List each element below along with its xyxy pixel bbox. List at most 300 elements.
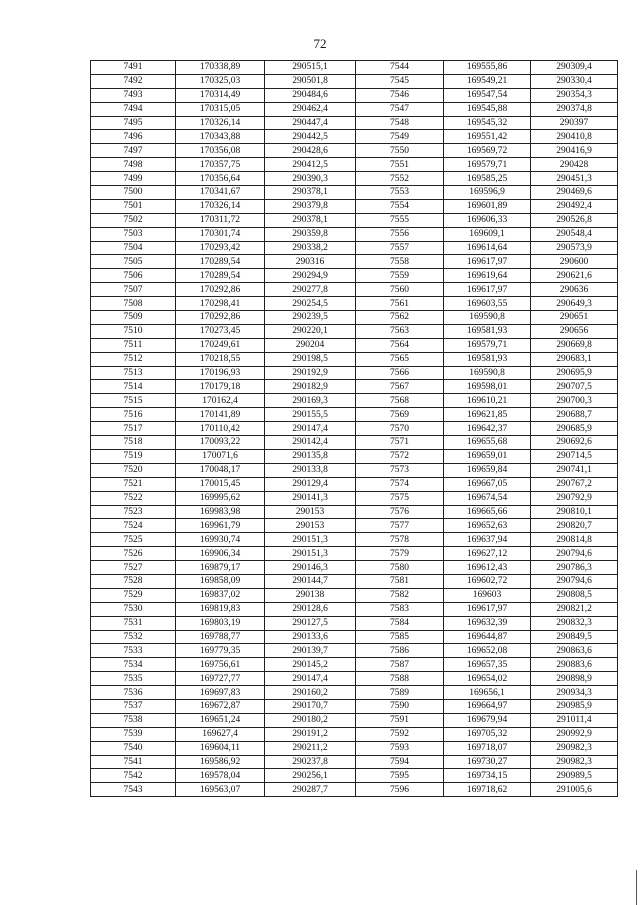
point-number-cell: 7546 [356, 88, 444, 102]
point-number-cell: 7538 [91, 713, 176, 727]
point-number-cell: 7521 [91, 477, 176, 491]
point-number-cell: 7562 [356, 311, 444, 325]
x-coordinate-cell: 170325,03 [176, 74, 265, 88]
x-coordinate-cell: 170356,08 [176, 144, 265, 158]
table-row [91, 394, 618, 408]
x-coordinate-cell: 170162,4 [176, 394, 265, 408]
table-row [91, 186, 618, 200]
table-row [91, 102, 618, 116]
y-coordinate-cell: 290821,2 [531, 602, 618, 616]
x-coordinate-cell: 169652,63 [444, 519, 531, 533]
x-coordinate-cell: 169679,94 [444, 713, 531, 727]
y-coordinate-cell: 290636 [531, 283, 618, 297]
x-coordinate-cell: 169621,85 [444, 408, 531, 422]
x-coordinate-cell: 170338,89 [176, 61, 265, 75]
table-row [91, 338, 618, 352]
point-number-cell: 7517 [91, 422, 176, 436]
y-coordinate-cell: 290469,6 [531, 186, 618, 200]
x-coordinate-cell: 169598,01 [444, 380, 531, 394]
y-coordinate-cell: 290656 [531, 324, 618, 338]
point-number-cell: 7542 [91, 769, 176, 783]
y-coordinate-cell: 290573,9 [531, 241, 618, 255]
point-number-cell: 7524 [91, 519, 176, 533]
x-coordinate-cell: 169602,72 [444, 574, 531, 588]
x-coordinate-cell: 169617,97 [444, 255, 531, 269]
table-row [91, 213, 618, 227]
x-coordinate-cell: 169665,66 [444, 505, 531, 519]
y-coordinate-cell: 290141,3 [265, 491, 356, 505]
y-coordinate-cell: 290695,9 [531, 366, 618, 380]
x-coordinate-cell: 169837,02 [176, 588, 265, 602]
table-row [91, 672, 618, 686]
y-coordinate-cell: 290810,1 [531, 505, 618, 519]
x-coordinate-cell: 169788,77 [176, 630, 265, 644]
table-row [91, 380, 618, 394]
point-number-cell: 7534 [91, 658, 176, 672]
point-number-cell: 7511 [91, 338, 176, 352]
y-coordinate-cell: 290160,2 [265, 686, 356, 700]
x-coordinate-cell: 169632,39 [444, 616, 531, 630]
x-coordinate-cell: 170326,14 [176, 199, 265, 213]
x-coordinate-cell: 169545,88 [444, 102, 531, 116]
point-number-cell: 7523 [91, 505, 176, 519]
point-number-cell: 7496 [91, 130, 176, 144]
table-row [91, 547, 618, 561]
point-number-cell: 7512 [91, 352, 176, 366]
table-row [91, 755, 618, 769]
y-coordinate-cell: 290138 [265, 588, 356, 602]
table-row [91, 491, 618, 505]
point-number-cell: 7519 [91, 449, 176, 463]
y-coordinate-cell: 290600 [531, 255, 618, 269]
y-coordinate-cell: 290792,9 [531, 491, 618, 505]
table-row [91, 116, 618, 130]
x-coordinate-cell: 169581,93 [444, 352, 531, 366]
point-number-cell: 7514 [91, 380, 176, 394]
point-number-cell: 7529 [91, 588, 176, 602]
y-coordinate-cell: 290515,1 [265, 61, 356, 75]
x-coordinate-cell: 169906,34 [176, 547, 265, 561]
x-coordinate-cell: 169664,97 [444, 699, 531, 713]
y-coordinate-cell: 290354,3 [531, 88, 618, 102]
point-number-cell: 7571 [356, 436, 444, 450]
y-coordinate-cell: 290397 [531, 116, 618, 130]
y-coordinate-cell: 290151,3 [265, 547, 356, 561]
point-number-cell: 7582 [356, 588, 444, 602]
point-number-cell: 7513 [91, 366, 176, 380]
y-coordinate-cell: 290651 [531, 311, 618, 325]
x-coordinate-cell: 169617,97 [444, 283, 531, 297]
x-coordinate-cell: 169563,07 [176, 783, 265, 797]
x-coordinate-cell: 169549,21 [444, 74, 531, 88]
point-number-cell: 7491 [91, 61, 176, 75]
x-coordinate-cell: 169609,1 [444, 227, 531, 241]
x-coordinate-cell: 169590,8 [444, 311, 531, 325]
x-coordinate-cell: 170015,45 [176, 477, 265, 491]
x-coordinate-cell: 169718,07 [444, 741, 531, 755]
point-number-cell: 7594 [356, 755, 444, 769]
y-coordinate-cell: 290462,4 [265, 102, 356, 116]
table-row [91, 630, 618, 644]
x-coordinate-cell: 169659,84 [444, 463, 531, 477]
point-number-cell: 7554 [356, 199, 444, 213]
y-coordinate-cell: 290707,5 [531, 380, 618, 394]
table-row [91, 158, 618, 172]
x-coordinate-cell: 170196,93 [176, 366, 265, 380]
table-row [91, 533, 618, 547]
x-coordinate-cell: 169579,71 [444, 158, 531, 172]
x-coordinate-cell: 170301,74 [176, 227, 265, 241]
table-row [91, 741, 618, 755]
y-coordinate-cell: 290330,4 [531, 74, 618, 88]
table-row [91, 269, 618, 283]
table-row [91, 519, 618, 533]
x-coordinate-cell: 169672,87 [176, 699, 265, 713]
point-number-cell: 7528 [91, 574, 176, 588]
point-number-cell: 7495 [91, 116, 176, 130]
y-coordinate-cell: 290685,9 [531, 422, 618, 436]
y-coordinate-cell: 290786,3 [531, 561, 618, 575]
x-coordinate-cell: 169606,33 [444, 213, 531, 227]
y-coordinate-cell: 290832,3 [531, 616, 618, 630]
y-coordinate-cell: 290204 [265, 338, 356, 352]
y-coordinate-cell: 290374,8 [531, 102, 618, 116]
y-coordinate-cell: 290180,2 [265, 713, 356, 727]
y-coordinate-cell: 291005,6 [531, 783, 618, 797]
point-number-cell: 7563 [356, 324, 444, 338]
page-edge-mark [636, 870, 637, 905]
y-coordinate-cell: 290135,8 [265, 449, 356, 463]
x-coordinate-cell: 169610,21 [444, 394, 531, 408]
coordinates-table [90, 60, 618, 797]
table-row [91, 283, 618, 297]
x-coordinate-cell: 170141,89 [176, 408, 265, 422]
x-coordinate-cell: 169603,55 [444, 297, 531, 311]
point-number-cell: 7498 [91, 158, 176, 172]
y-coordinate-cell: 290146,3 [265, 561, 356, 575]
x-coordinate-cell: 169779,35 [176, 644, 265, 658]
x-coordinate-cell: 169619,64 [444, 269, 531, 283]
y-coordinate-cell: 290220,1 [265, 324, 356, 338]
point-number-cell: 7595 [356, 769, 444, 783]
point-number-cell: 7576 [356, 505, 444, 519]
point-number-cell: 7570 [356, 422, 444, 436]
y-coordinate-cell: 290416,9 [531, 144, 618, 158]
x-coordinate-cell: 170356,64 [176, 172, 265, 186]
x-coordinate-cell: 170071,6 [176, 449, 265, 463]
point-number-cell: 7596 [356, 783, 444, 797]
y-coordinate-cell: 290683,1 [531, 352, 618, 366]
point-number-cell: 7551 [356, 158, 444, 172]
point-number-cell: 7561 [356, 297, 444, 311]
x-coordinate-cell: 170292,86 [176, 283, 265, 297]
x-coordinate-cell: 170218,55 [176, 352, 265, 366]
point-number-cell: 7509 [91, 311, 176, 325]
y-coordinate-cell: 290170,7 [265, 699, 356, 713]
x-coordinate-cell: 170298,41 [176, 297, 265, 311]
x-coordinate-cell: 169581,93 [444, 324, 531, 338]
table-row [91, 436, 618, 450]
point-number-cell: 7515 [91, 394, 176, 408]
point-number-cell: 7575 [356, 491, 444, 505]
table-row [91, 505, 618, 519]
y-coordinate-cell: 290211,2 [265, 741, 356, 755]
point-number-cell: 7587 [356, 658, 444, 672]
y-coordinate-cell: 290649,3 [531, 297, 618, 311]
y-coordinate-cell: 290985,9 [531, 699, 618, 713]
point-number-cell: 7526 [91, 547, 176, 561]
point-number-cell: 7577 [356, 519, 444, 533]
x-coordinate-cell: 169961,79 [176, 519, 265, 533]
y-coordinate-cell: 290151,3 [265, 533, 356, 547]
x-coordinate-cell: 169652,08 [444, 644, 531, 658]
point-number-cell: 7590 [356, 699, 444, 713]
point-number-cell: 7504 [91, 241, 176, 255]
point-number-cell: 7525 [91, 533, 176, 547]
point-number-cell: 7497 [91, 144, 176, 158]
y-coordinate-cell: 290794,6 [531, 574, 618, 588]
x-coordinate-cell: 170326,14 [176, 116, 265, 130]
x-coordinate-cell: 169601,89 [444, 199, 531, 213]
point-number-cell: 7507 [91, 283, 176, 297]
y-coordinate-cell: 290428 [531, 158, 618, 172]
table-row [91, 713, 618, 727]
y-coordinate-cell: 290442,5 [265, 130, 356, 144]
x-coordinate-cell: 170289,54 [176, 255, 265, 269]
point-number-cell: 7592 [356, 727, 444, 741]
point-number-cell: 7527 [91, 561, 176, 575]
point-number-cell: 7493 [91, 88, 176, 102]
y-coordinate-cell: 290548,4 [531, 227, 618, 241]
y-coordinate-cell: 290410,8 [531, 130, 618, 144]
table-row [91, 408, 618, 422]
y-coordinate-cell: 290145,2 [265, 658, 356, 672]
point-number-cell: 7505 [91, 255, 176, 269]
x-coordinate-cell: 169612,43 [444, 561, 531, 575]
y-coordinate-cell: 290309,4 [531, 61, 618, 75]
y-coordinate-cell: 290412,5 [265, 158, 356, 172]
point-number-cell: 7559 [356, 269, 444, 283]
y-coordinate-cell: 290129,4 [265, 477, 356, 491]
point-number-cell: 7541 [91, 755, 176, 769]
point-number-cell: 7581 [356, 574, 444, 588]
table-row [91, 88, 618, 102]
point-number-cell: 7557 [356, 241, 444, 255]
y-coordinate-cell: 290139,7 [265, 644, 356, 658]
x-coordinate-cell: 169819,83 [176, 602, 265, 616]
table-row [91, 61, 618, 75]
table-row [91, 449, 618, 463]
y-coordinate-cell: 290254,5 [265, 297, 356, 311]
table-row [91, 686, 618, 700]
point-number-cell: 7558 [356, 255, 444, 269]
y-coordinate-cell: 290133,8 [265, 463, 356, 477]
y-coordinate-cell: 290256,1 [265, 769, 356, 783]
x-coordinate-cell: 169555,86 [444, 61, 531, 75]
point-number-cell: 7516 [91, 408, 176, 422]
y-coordinate-cell: 290277,8 [265, 283, 356, 297]
y-coordinate-cell: 290492,4 [531, 199, 618, 213]
table-row [91, 658, 618, 672]
table-row [91, 574, 618, 588]
y-coordinate-cell: 290447,4 [265, 116, 356, 130]
y-coordinate-cell: 290133,6 [265, 630, 356, 644]
y-coordinate-cell: 290182,9 [265, 380, 356, 394]
point-number-cell: 7494 [91, 102, 176, 116]
x-coordinate-cell: 169705,32 [444, 727, 531, 741]
y-coordinate-cell: 290287,7 [265, 783, 356, 797]
y-coordinate-cell: 290294,9 [265, 269, 356, 283]
x-coordinate-cell: 169627,12 [444, 547, 531, 561]
table-row [91, 588, 618, 602]
point-number-cell: 7518 [91, 436, 176, 450]
x-coordinate-cell: 169930,74 [176, 533, 265, 547]
point-number-cell: 7574 [356, 477, 444, 491]
y-coordinate-cell: 290198,5 [265, 352, 356, 366]
x-coordinate-cell: 169734,15 [444, 769, 531, 783]
table-row [91, 769, 618, 783]
x-coordinate-cell: 170357,75 [176, 158, 265, 172]
point-number-cell: 7585 [356, 630, 444, 644]
coordinates-table-body [91, 61, 618, 797]
x-coordinate-cell: 170292,86 [176, 311, 265, 325]
x-coordinate-cell: 170249,61 [176, 338, 265, 352]
point-number-cell: 7579 [356, 547, 444, 561]
x-coordinate-cell: 170110,42 [176, 422, 265, 436]
x-coordinate-cell: 170289,54 [176, 269, 265, 283]
table-row [91, 616, 618, 630]
x-coordinate-cell: 170343,88 [176, 130, 265, 144]
table-row [91, 727, 618, 741]
x-coordinate-cell: 169983,98 [176, 505, 265, 519]
x-coordinate-cell: 169545,32 [444, 116, 531, 130]
point-number-cell: 7532 [91, 630, 176, 644]
point-number-cell: 7535 [91, 672, 176, 686]
point-number-cell: 7530 [91, 602, 176, 616]
point-number-cell: 7540 [91, 741, 176, 755]
y-coordinate-cell: 290379,8 [265, 199, 356, 213]
x-coordinate-cell: 169995,62 [176, 491, 265, 505]
point-number-cell: 7550 [356, 144, 444, 158]
point-number-cell: 7553 [356, 186, 444, 200]
point-number-cell: 7549 [356, 130, 444, 144]
y-coordinate-cell: 290147,4 [265, 672, 356, 686]
y-coordinate-cell: 290989,5 [531, 769, 618, 783]
table-row [91, 74, 618, 88]
point-number-cell: 7501 [91, 199, 176, 213]
x-coordinate-cell: 169656,1 [444, 686, 531, 700]
point-number-cell: 7544 [356, 61, 444, 75]
y-coordinate-cell: 290714,5 [531, 449, 618, 463]
y-coordinate-cell: 290820,7 [531, 519, 618, 533]
x-coordinate-cell: 169718,62 [444, 783, 531, 797]
point-number-cell: 7539 [91, 727, 176, 741]
x-coordinate-cell: 170314,49 [176, 88, 265, 102]
table-row [91, 644, 618, 658]
point-number-cell: 7569 [356, 408, 444, 422]
x-coordinate-cell: 169578,04 [176, 769, 265, 783]
table-row [91, 699, 618, 713]
y-coordinate-cell: 290128,6 [265, 602, 356, 616]
y-coordinate-cell: 290692,6 [531, 436, 618, 450]
y-coordinate-cell: 290808,5 [531, 588, 618, 602]
table-row [91, 352, 618, 366]
point-number-cell: 7578 [356, 533, 444, 547]
point-number-cell: 7510 [91, 324, 176, 338]
point-number-cell: 7499 [91, 172, 176, 186]
y-coordinate-cell: 290237,8 [265, 755, 356, 769]
y-coordinate-cell: 290849,5 [531, 630, 618, 644]
y-coordinate-cell: 290669,8 [531, 338, 618, 352]
y-coordinate-cell: 290934,3 [531, 686, 618, 700]
x-coordinate-cell: 169730,27 [444, 755, 531, 769]
table-row [91, 561, 618, 575]
point-number-cell: 7556 [356, 227, 444, 241]
point-number-cell: 7564 [356, 338, 444, 352]
y-coordinate-cell: 290239,5 [265, 311, 356, 325]
x-coordinate-cell: 169547,54 [444, 88, 531, 102]
point-number-cell: 7548 [356, 116, 444, 130]
x-coordinate-cell: 169617,97 [444, 602, 531, 616]
y-coordinate-cell: 290142,4 [265, 436, 356, 450]
point-number-cell: 7593 [356, 741, 444, 755]
point-number-cell: 7572 [356, 449, 444, 463]
point-number-cell: 7589 [356, 686, 444, 700]
table-row [91, 366, 618, 380]
y-coordinate-cell: 290428,6 [265, 144, 356, 158]
y-coordinate-cell: 290741,1 [531, 463, 618, 477]
y-coordinate-cell: 290814,8 [531, 533, 618, 547]
point-number-cell: 7547 [356, 102, 444, 116]
point-number-cell: 7565 [356, 352, 444, 366]
point-number-cell: 7500 [91, 186, 176, 200]
x-coordinate-cell: 170341,67 [176, 186, 265, 200]
point-number-cell: 7520 [91, 463, 176, 477]
x-coordinate-cell: 169654,02 [444, 672, 531, 686]
table-row [91, 297, 618, 311]
table-row [91, 463, 618, 477]
y-coordinate-cell: 291011,4 [531, 713, 618, 727]
table-row [91, 477, 618, 491]
point-number-cell: 7586 [356, 644, 444, 658]
table-row [91, 172, 618, 186]
page-number: 72 [313, 36, 327, 51]
y-coordinate-cell: 290982,3 [531, 755, 618, 769]
point-number-cell: 7567 [356, 380, 444, 394]
table-row [91, 199, 618, 213]
point-number-cell: 7584 [356, 616, 444, 630]
y-coordinate-cell: 290700,3 [531, 394, 618, 408]
x-coordinate-cell: 169614,64 [444, 241, 531, 255]
point-number-cell: 7573 [356, 463, 444, 477]
y-coordinate-cell: 290526,8 [531, 213, 618, 227]
x-coordinate-cell: 170179,18 [176, 380, 265, 394]
point-number-cell: 7555 [356, 213, 444, 227]
x-coordinate-cell: 169657,35 [444, 658, 531, 672]
x-coordinate-cell: 169590,8 [444, 366, 531, 380]
point-number-cell: 7580 [356, 561, 444, 575]
point-number-cell: 7537 [91, 699, 176, 713]
point-number-cell: 7583 [356, 602, 444, 616]
table-row [91, 255, 618, 269]
table-row [91, 783, 618, 797]
point-number-cell: 7568 [356, 394, 444, 408]
x-coordinate-cell: 170273,45 [176, 324, 265, 338]
x-coordinate-cell: 169604,11 [176, 741, 265, 755]
point-number-cell: 7531 [91, 616, 176, 630]
x-coordinate-cell: 169569,72 [444, 144, 531, 158]
x-coordinate-cell: 169637,94 [444, 533, 531, 547]
